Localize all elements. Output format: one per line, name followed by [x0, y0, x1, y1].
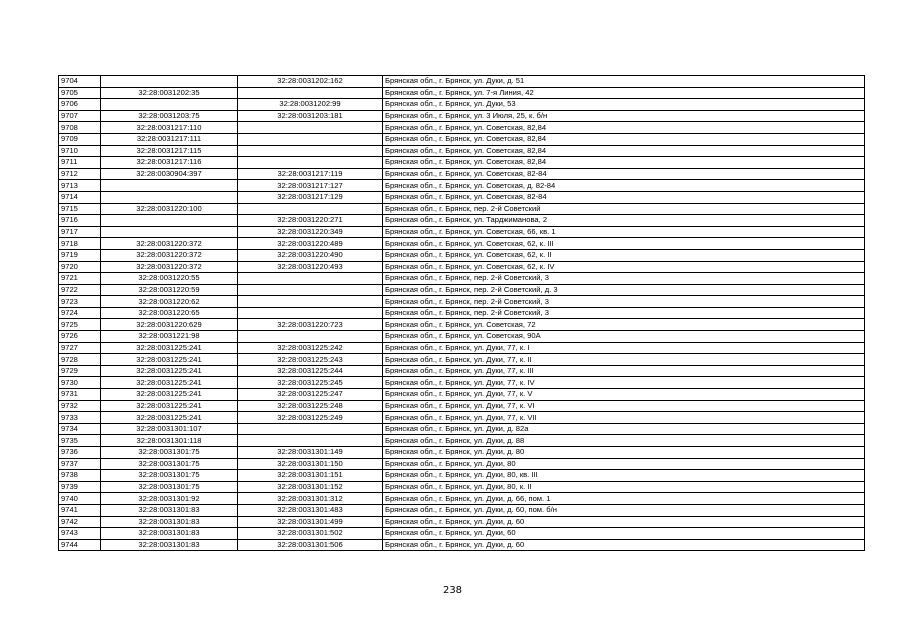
table-row	[59, 493, 865, 505]
table-row	[59, 435, 865, 447]
object-number-cell: 32:28:0031220:271	[238, 215, 383, 227]
object-number-cell: 32:28:0031220:489	[238, 238, 383, 250]
parcel-number-cell: 32:28:0031225:241	[101, 354, 238, 366]
table-row	[59, 76, 865, 88]
address-cell: Брянская обл., г. Брянск, ул. Дуки, д. 66, пом. 1	[383, 493, 865, 505]
parcel-number-cell: 32:28:0031202:35	[101, 87, 238, 99]
row-number-cell: 9710	[59, 145, 101, 157]
parcel-number-cell: 32:28:0031217:115	[101, 145, 238, 157]
object-number-cell: 32:28:0031217:129	[238, 191, 383, 203]
table-row	[59, 331, 865, 343]
table-row	[59, 215, 865, 227]
row-number-cell: 9725	[59, 319, 101, 331]
table-row	[59, 470, 865, 482]
address-cell: Брянская обл., г. Брянск, ул. Дуки, д. 51	[383, 76, 865, 88]
object-number-cell: 32:28:0031202:99	[238, 99, 383, 111]
address-cell: Брянская обл., г. Брянск, ул. Дуки, 77, к. I	[383, 342, 865, 354]
address-cell: Брянская обл., г. Брянск, ул. Советская, 66, кв. 1	[383, 226, 865, 238]
object-number-cell: 32:28:0031301:150	[238, 458, 383, 470]
table-row	[59, 284, 865, 296]
table-row	[59, 226, 865, 238]
address-cell: Брянская обл., г. Брянск, ул. Дуки, 80	[383, 458, 865, 470]
address-cell: Брянская обл., г. Брянск, ул. 7-я Линия, 42	[383, 87, 865, 99]
row-number-cell: 9734	[59, 423, 101, 435]
row-number-cell: 9722	[59, 284, 101, 296]
object-number-cell: 32:28:0031203:181	[238, 110, 383, 122]
row-number-cell: 9705	[59, 87, 101, 99]
table-row	[59, 238, 865, 250]
table-row	[59, 400, 865, 412]
address-cell: Брянская обл., г. Брянск, ул. Дуки, 53	[383, 99, 865, 111]
row-number-cell: 9731	[59, 389, 101, 401]
parcel-number-cell: 32:28:0031225:241	[101, 377, 238, 389]
address-cell: Брянская обл., г. Брянск, ул. Дуки, 77, к. III	[383, 365, 865, 377]
address-cell: Брянская обл., г. Брянск, ул. Дуки, д. 80	[383, 447, 865, 459]
table-row	[59, 458, 865, 470]
table-row	[59, 528, 865, 540]
row-number-cell: 9744	[59, 539, 101, 551]
row-number-cell: 9735	[59, 435, 101, 447]
table-row	[59, 342, 865, 354]
object-number-cell: 32:28:0031301:149	[238, 447, 383, 459]
parcel-number-cell: 32:28:0031217:111	[101, 133, 238, 145]
object-number-cell	[238, 423, 383, 435]
object-number-cell	[238, 273, 383, 285]
row-number-cell: 9736	[59, 447, 101, 459]
parcel-number-cell: 32:28:0031220:62	[101, 296, 238, 308]
address-cell: Брянская обл., г. Брянск, ул. Дуки, 77, к. V	[383, 389, 865, 401]
table-row	[59, 354, 865, 366]
parcel-number-cell	[101, 226, 238, 238]
parcel-number-cell	[101, 180, 238, 192]
object-number-cell: 32:28:0031301:312	[238, 493, 383, 505]
address-cell: Брянская обл., г. Брянск, пер. 2-й Советский, 3	[383, 273, 865, 285]
object-number-cell: 32:28:0031225:245	[238, 377, 383, 389]
row-number-cell: 9716	[59, 215, 101, 227]
table-row	[59, 319, 865, 331]
parcel-number-cell: 32:28:0031301:75	[101, 458, 238, 470]
parcel-number-cell	[101, 215, 238, 227]
parcel-number-cell: 32:28:0031301:118	[101, 435, 238, 447]
address-cell: Брянская обл., г. Брянск, ул. Советская, 82,84	[383, 145, 865, 157]
object-number-cell	[238, 203, 383, 215]
table-row	[59, 273, 865, 285]
parcel-number-cell: 32:28:0031301:92	[101, 493, 238, 505]
row-number-cell: 9740	[59, 493, 101, 505]
parcel-number-cell: 32:28:0031220:65	[101, 307, 238, 319]
object-number-cell: 32:28:0031225:248	[238, 400, 383, 412]
parcel-number-cell: 32:28:0031220:100	[101, 203, 238, 215]
table-row	[59, 481, 865, 493]
address-cell: Брянская обл., г. Брянск, ул. Дуки, 80, кв. III	[383, 470, 865, 482]
table-row	[59, 203, 865, 215]
address-cell: Брянская обл., г. Брянск, ул. Дуки, 77, к. II	[383, 354, 865, 366]
row-number-cell: 9737	[59, 458, 101, 470]
parcel-number-cell: 32:28:0031217:116	[101, 157, 238, 169]
table-row	[59, 504, 865, 516]
address-cell: Брянская обл., г. Брянск, ул. Тарджиманова, 2	[383, 215, 865, 227]
address-cell: Брянская обл., г. Брянск, ул. Советская, 62, к. II	[383, 249, 865, 261]
table-row	[59, 423, 865, 435]
address-cell: Брянская обл., г. Брянск, ул. Дуки, д. 60, пом. б/н	[383, 504, 865, 516]
address-cell: Брянская обл., г. Брянск, ул. Советская, 82-84	[383, 168, 865, 180]
row-number-cell: 9708	[59, 122, 101, 134]
address-cell: Брянская обл., г. Брянск, ул. Советская, 82,84	[383, 122, 865, 134]
address-cell: Брянская обл., г. Брянск, ул. Советская, 82,84	[383, 157, 865, 169]
object-number-cell	[238, 307, 383, 319]
parcel-number-cell: 32:28:0031220:372	[101, 249, 238, 261]
address-cell: Брянская обл., г. Брянск, ул. Дуки, 60	[383, 528, 865, 540]
table-row	[59, 191, 865, 203]
row-number-cell: 9721	[59, 273, 101, 285]
address-cell: Брянская обл., г. Брянск, пер. 2-й Советский	[383, 203, 865, 215]
address-cell: Брянская обл., г. Брянск, ул. Дуки, д. 82а	[383, 423, 865, 435]
object-number-cell: 32:28:0031220:493	[238, 261, 383, 273]
address-cell: Брянская обл., г. Брянск, ул. Советская, 82,84	[383, 133, 865, 145]
page-number: 238	[442, 585, 463, 596]
object-number-cell: 32:28:0031217:127	[238, 180, 383, 192]
object-number-cell	[238, 296, 383, 308]
row-number-cell: 9709	[59, 133, 101, 145]
parcel-number-cell: 32:28:0031220:372	[101, 261, 238, 273]
row-number-cell: 9727	[59, 342, 101, 354]
row-number-cell: 9741	[59, 504, 101, 516]
address-cell: Брянская обл., г. Брянск, ул. Советская, 90А	[383, 331, 865, 343]
table-row	[59, 377, 865, 389]
row-number-cell: 9738	[59, 470, 101, 482]
object-number-cell	[238, 284, 383, 296]
parcel-number-cell: 32:28:0031203:75	[101, 110, 238, 122]
table-row	[59, 261, 865, 273]
object-number-cell: 32:28:0031301:483	[238, 504, 383, 516]
parcel-number-cell: 32:28:0031217:110	[101, 122, 238, 134]
address-cell: Брянская обл., г. Брянск, ул. Дуки, д. 60	[383, 539, 865, 551]
row-number-cell: 9719	[59, 249, 101, 261]
row-number-cell: 9715	[59, 203, 101, 215]
object-number-cell: 32:28:0031225:244	[238, 365, 383, 377]
parcel-number-cell: 32:28:0031301:75	[101, 481, 238, 493]
row-number-cell: 9728	[59, 354, 101, 366]
row-number-cell: 9707	[59, 110, 101, 122]
row-number-cell: 9729	[59, 365, 101, 377]
parcel-number-cell: 32:28:0031225:241	[101, 400, 238, 412]
object-number-cell: 32:28:0031202:162	[238, 76, 383, 88]
object-number-cell	[238, 435, 383, 447]
object-number-cell	[238, 331, 383, 343]
object-number-cell: 32:28:0031301:151	[238, 470, 383, 482]
parcel-number-cell	[101, 76, 238, 88]
table-row	[59, 133, 865, 145]
registry-table-body	[59, 76, 865, 551]
row-number-cell: 9720	[59, 261, 101, 273]
row-number-cell: 9718	[59, 238, 101, 250]
row-number-cell: 9711	[59, 157, 101, 169]
parcel-number-cell: 32:28:0031301:75	[101, 470, 238, 482]
address-cell: Брянская обл., г. Брянск, ул. Дуки, 77, к. IV	[383, 377, 865, 389]
address-cell: Брянская обл., г. Брянск, ул. Советская, 72	[383, 319, 865, 331]
row-number-cell: 9730	[59, 377, 101, 389]
parcel-number-cell	[101, 99, 238, 111]
row-number-cell: 9723	[59, 296, 101, 308]
parcel-number-cell: 32:28:0031225:241	[101, 412, 238, 424]
parcel-number-cell: 32:28:0031301:83	[101, 516, 238, 528]
object-number-cell: 32:28:0031217:119	[238, 168, 383, 180]
address-cell: Брянская обл., г. Брянск, ул. Советская, 82-84	[383, 191, 865, 203]
row-number-cell: 9713	[59, 180, 101, 192]
table-row	[59, 99, 865, 111]
parcel-number-cell: 32:28:0031221:98	[101, 331, 238, 343]
parcel-number-cell: 32:28:0031301:107	[101, 423, 238, 435]
parcel-number-cell: 32:28:0031225:241	[101, 365, 238, 377]
address-cell: Брянская обл., г. Брянск, ул. Советская, 62, к. III	[383, 238, 865, 250]
parcel-number-cell: 32:28:0031220:629	[101, 319, 238, 331]
address-cell: Брянская обл., г. Брянск, пер. 2-й Советский, 3	[383, 296, 865, 308]
address-cell: Брянская обл., г. Брянск, ул. Советская, д. 82-84	[383, 180, 865, 192]
table-row	[59, 447, 865, 459]
row-number-cell: 9704	[59, 76, 101, 88]
registry-table	[58, 75, 865, 551]
object-number-cell: 32:28:0031301:152	[238, 481, 383, 493]
address-cell: Брянская обл., г. Брянск, ул. Советская, 62, к. IV	[383, 261, 865, 273]
table-row	[59, 122, 865, 134]
object-number-cell	[238, 145, 383, 157]
row-number-cell: 9733	[59, 412, 101, 424]
parcel-number-cell: 32:28:0031225:241	[101, 342, 238, 354]
address-cell: Брянская обл., г. Брянск, ул. Дуки, д. 60	[383, 516, 865, 528]
table-row	[59, 110, 865, 122]
parcel-number-cell: 32:28:0031301:83	[101, 539, 238, 551]
address-cell: Брянская обл., г. Брянск, ул. 3 Июля, 25, к. б/н	[383, 110, 865, 122]
object-number-cell: 32:28:0031220:490	[238, 249, 383, 261]
row-number-cell: 9724	[59, 307, 101, 319]
table-row	[59, 168, 865, 180]
object-number-cell: 32:28:0031225:243	[238, 354, 383, 366]
object-number-cell: 32:28:0031220:723	[238, 319, 383, 331]
table-row	[59, 145, 865, 157]
row-number-cell: 9743	[59, 528, 101, 540]
table-row	[59, 412, 865, 424]
parcel-number-cell: 32:28:0031301:75	[101, 447, 238, 459]
table-row	[59, 249, 865, 261]
row-number-cell: 9714	[59, 191, 101, 203]
parcel-number-cell: 32:28:0031301:83	[101, 528, 238, 540]
object-number-cell	[238, 87, 383, 99]
object-number-cell	[238, 122, 383, 134]
address-cell: Брянская обл., г. Брянск, ул. Дуки, 80, к. II	[383, 481, 865, 493]
table-row	[59, 516, 865, 528]
address-cell: Брянская обл., г. Брянск, ул. Дуки, 77, к. VI	[383, 400, 865, 412]
table-row	[59, 157, 865, 169]
row-number-cell: 9712	[59, 168, 101, 180]
parcel-number-cell: 32:28:0031225:241	[101, 389, 238, 401]
row-number-cell: 9739	[59, 481, 101, 493]
table-row	[59, 365, 865, 377]
parcel-number-cell: 32:28:0030904:397	[101, 168, 238, 180]
table-row	[59, 87, 865, 99]
table-row	[59, 539, 865, 551]
address-cell: Брянская обл., г. Брянск, ул. Дуки, д. 88	[383, 435, 865, 447]
table-row	[59, 389, 865, 401]
parcel-number-cell	[101, 191, 238, 203]
row-number-cell: 9742	[59, 516, 101, 528]
table-row	[59, 296, 865, 308]
row-number-cell: 9717	[59, 226, 101, 238]
parcel-number-cell: 32:28:0031220:55	[101, 273, 238, 285]
parcel-number-cell: 32:28:0031220:372	[101, 238, 238, 250]
object-number-cell: 32:28:0031225:249	[238, 412, 383, 424]
object-number-cell: 32:28:0031301:506	[238, 539, 383, 551]
parcel-number-cell: 32:28:0031220:59	[101, 284, 238, 296]
address-cell: Брянская обл., г. Брянск, пер. 2-й Советский, 3	[383, 307, 865, 319]
object-number-cell	[238, 133, 383, 145]
object-number-cell: 32:28:0031301:502	[238, 528, 383, 540]
row-number-cell: 9732	[59, 400, 101, 412]
row-number-cell: 9726	[59, 331, 101, 343]
table-row	[59, 307, 865, 319]
object-number-cell: 32:28:0031220:349	[238, 226, 383, 238]
parcel-number-cell: 32:28:0031301:83	[101, 504, 238, 516]
object-number-cell: 32:28:0031301:499	[238, 516, 383, 528]
table-row	[59, 180, 865, 192]
object-number-cell: 32:28:0031225:242	[238, 342, 383, 354]
address-cell: Брянская обл., г. Брянск, пер. 2-й Советский, д. 3	[383, 284, 865, 296]
row-number-cell: 9706	[59, 99, 101, 111]
object-number-cell: 32:28:0031225:247	[238, 389, 383, 401]
object-number-cell	[238, 157, 383, 169]
address-cell: Брянская обл., г. Брянск, ул. Дуки, 77, к. VII	[383, 412, 865, 424]
